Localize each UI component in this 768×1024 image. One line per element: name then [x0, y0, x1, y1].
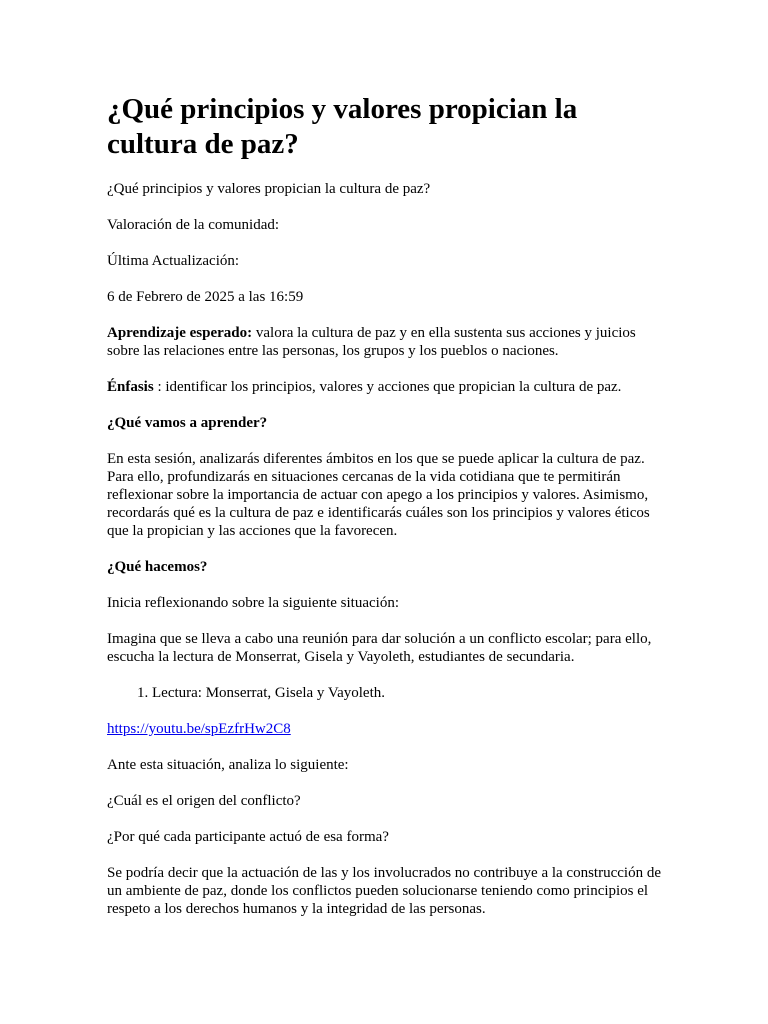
- emphasis-paragraph: [107, 378, 663, 396]
- community-rating-label: Valoración de la comunidad:: [107, 217, 280, 233]
- emphasis-text: : identificar los principios, valores y acciones que propician la cultura de paz.: [153, 379, 622, 395]
- subtitle-paragraph: ¿Qué principios y valores propician la cultura de paz?: [107, 181, 431, 197]
- list-item: 1. Lectura: Monserrat, Gisela y Vayoleth.: [152, 684, 663, 702]
- imagine-paragraph: Imagina que se lleva a cabo una reunión para dar solución a un conflicto escolar; para ello, escucha la lectura de Monserrat, Gisela y Vayoleth, estudiantes de secundaria.: [107, 631, 652, 665]
- reflect-intro-paragraph: Inicia reflexionando sobre la siguiente situación:: [107, 595, 399, 611]
- conclusion-paragraph: Se podría decir que la actuación de las y los involucrados no contribuye a la construcción de un ambiente de paz, donde los conflictos pueden solucionarse teniendo como principios el respeto a los derechos humanos y la integridad de las personas.: [107, 865, 661, 917]
- what-do-heading-text: ¿Qué hacemos?: [107, 559, 208, 575]
- last-update-label: Última Actualización:: [107, 253, 240, 269]
- reading-list: [107, 684, 663, 702]
- analyze-intro-paragraph: Ante esta situación, analiza lo siguiente:: [107, 757, 349, 773]
- last-update-date: 6 de Febrero de 2025 a las 16:59: [107, 289, 304, 305]
- page-title: ¿Qué principios y valores propician la cultura de paz?: [107, 93, 578, 160]
- emphasis-label: Énfasis: [107, 379, 154, 395]
- video-link-paragraph: [107, 720, 663, 738]
- what-learn-heading-text: ¿Qué vamos a aprender?: [107, 415, 268, 431]
- what-learn-heading: [107, 414, 663, 432]
- learning-label: Aprendizaje esperado:: [107, 325, 253, 341]
- question-1-paragraph: ¿Cuál es el origen del conflicto?: [107, 793, 301, 809]
- learning-text: valora la cultura de paz y en ella sustenta sus acciones y juicios sobre las relaciones entre las personas, los grupos y los pueblos o naciones.: [107, 325, 636, 359]
- document-page: [107, 92, 663, 936]
- video-link[interactable]: https://youtu.be/spEzfrHw2C8: [107, 721, 291, 737]
- what-learn-paragraph: En esta sesión, analizarás diferentes ámbitos en los que se puede aplicar la cultura de paz. Para ello, profundizarás en situaciones cercanas de la vida cotidiana que te permitirán reflexionar sobre la importancia de actuar con apego a los principios y valores. Asimismo, recordarás qué es la cultura de paz e identificarás cuáles son los principios y valores éticos que la propician y las acciones que la favorecen.: [107, 451, 650, 539]
- question-2-paragraph: ¿Por qué cada participante actuó de esa forma?: [107, 829, 389, 845]
- what-do-heading: [107, 558, 663, 576]
- learning-paragraph: [107, 324, 663, 360]
